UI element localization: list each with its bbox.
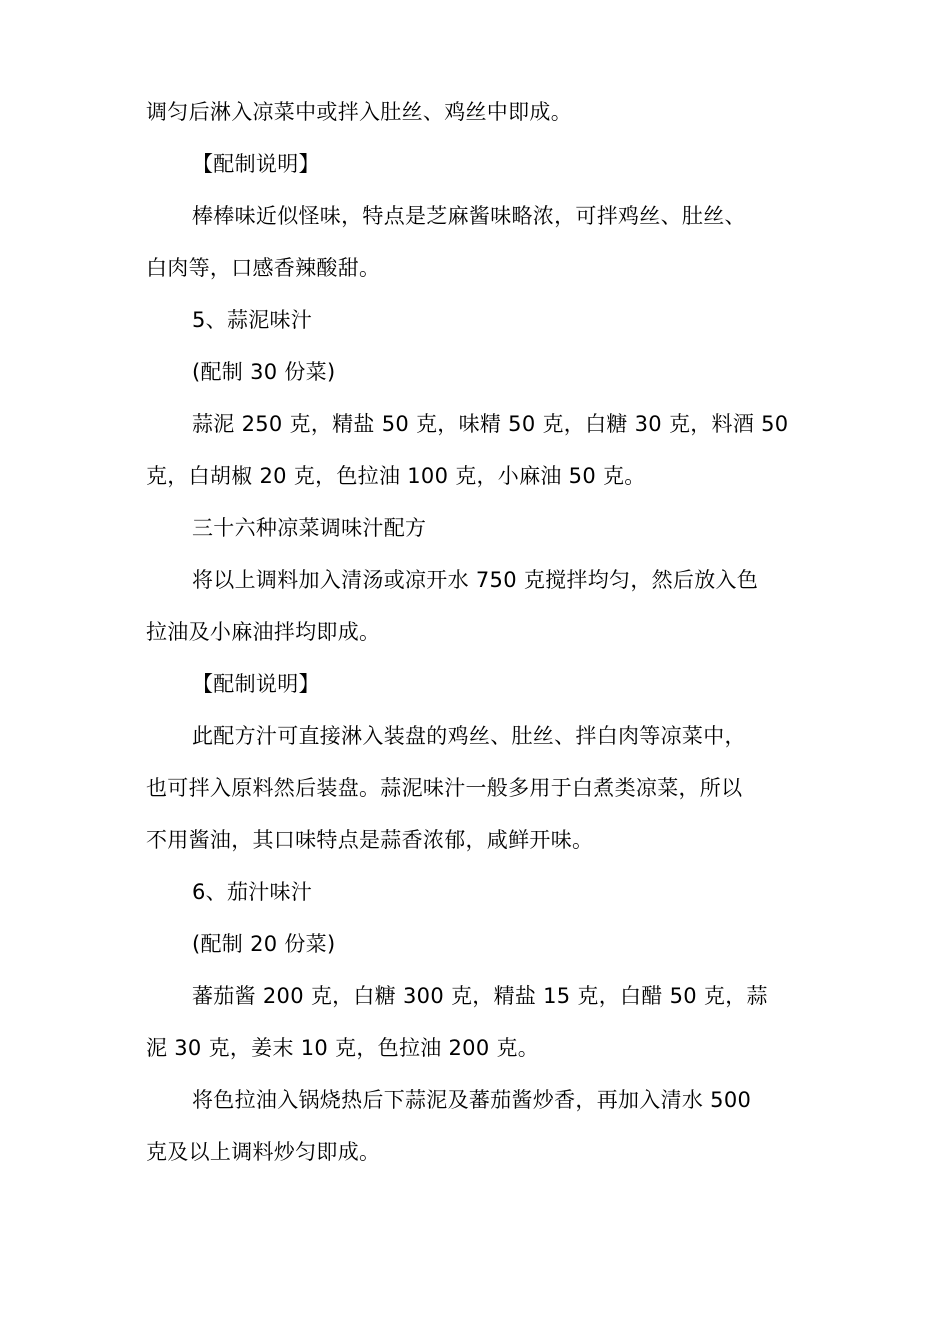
section-heading-preparation-notes: 【配制说明】	[192, 152, 320, 176]
ingredient-line: 克，白胡椒 20 克，色拉油 100 克，小麻油 50 克。	[146, 464, 646, 488]
text-line: 白肉等，口感香辣酸甜。	[146, 256, 381, 280]
instruction-line: 拉油及小麻油拌均即成。	[146, 620, 381, 644]
instruction-line: 将色拉油入锅烧热后下蒜泥及蕃茄酱炒香，再加入清水 500	[192, 1088, 752, 1112]
text-line: 此配方汁可直接淋入装盘的鸡丝、肚丝、拌白肉等凉菜中，	[192, 724, 746, 748]
text-line: 调匀后淋入凉菜中或拌入肚丝、鸡丝中即成。	[146, 100, 572, 124]
serving-note: (配制 20 份菜)	[192, 932, 336, 956]
ingredient-line: 蕃茄酱 200 克，白糖 300 克，精盐 15 克，白醋 50 克，蒜	[192, 984, 768, 1008]
recipe-heading-tomato-sauce: 6、茄汁味汁	[192, 880, 313, 904]
instruction-line: 将以上调料加入清汤或凉开水 750 克搅拌均匀，然后放入色	[192, 568, 759, 592]
ingredient-line: 蒜泥 250 克，精盐 50 克，味精 50 克，白糖 30 克，料酒 50	[192, 412, 789, 436]
text-line: 不用酱油，其口味特点是蒜香浓郁，咸鲜开味。	[146, 828, 594, 852]
recipe-heading-garlic-sauce: 5、蒜泥味汁	[192, 308, 313, 332]
text-line: 也可拌入原料然后装盘。蒜泥味汁一般多用于白煮类凉菜，所以	[146, 776, 743, 800]
ingredient-line: 泥 30 克，姜末 10 克，色拉油 200 克。	[146, 1036, 540, 1060]
instruction-line: 克及以上调料炒匀即成。	[146, 1140, 381, 1164]
document-title-line: 三十六种凉菜调味汁配方	[192, 516, 427, 540]
text-line: 棒棒味近似怪味，特点是芝麻酱味略浓，可拌鸡丝、肚丝、	[192, 204, 746, 228]
document-body	[146, 86, 808, 1178]
section-heading-preparation-notes: 【配制说明】	[192, 672, 320, 696]
serving-note: (配制 30 份菜)	[192, 360, 336, 384]
